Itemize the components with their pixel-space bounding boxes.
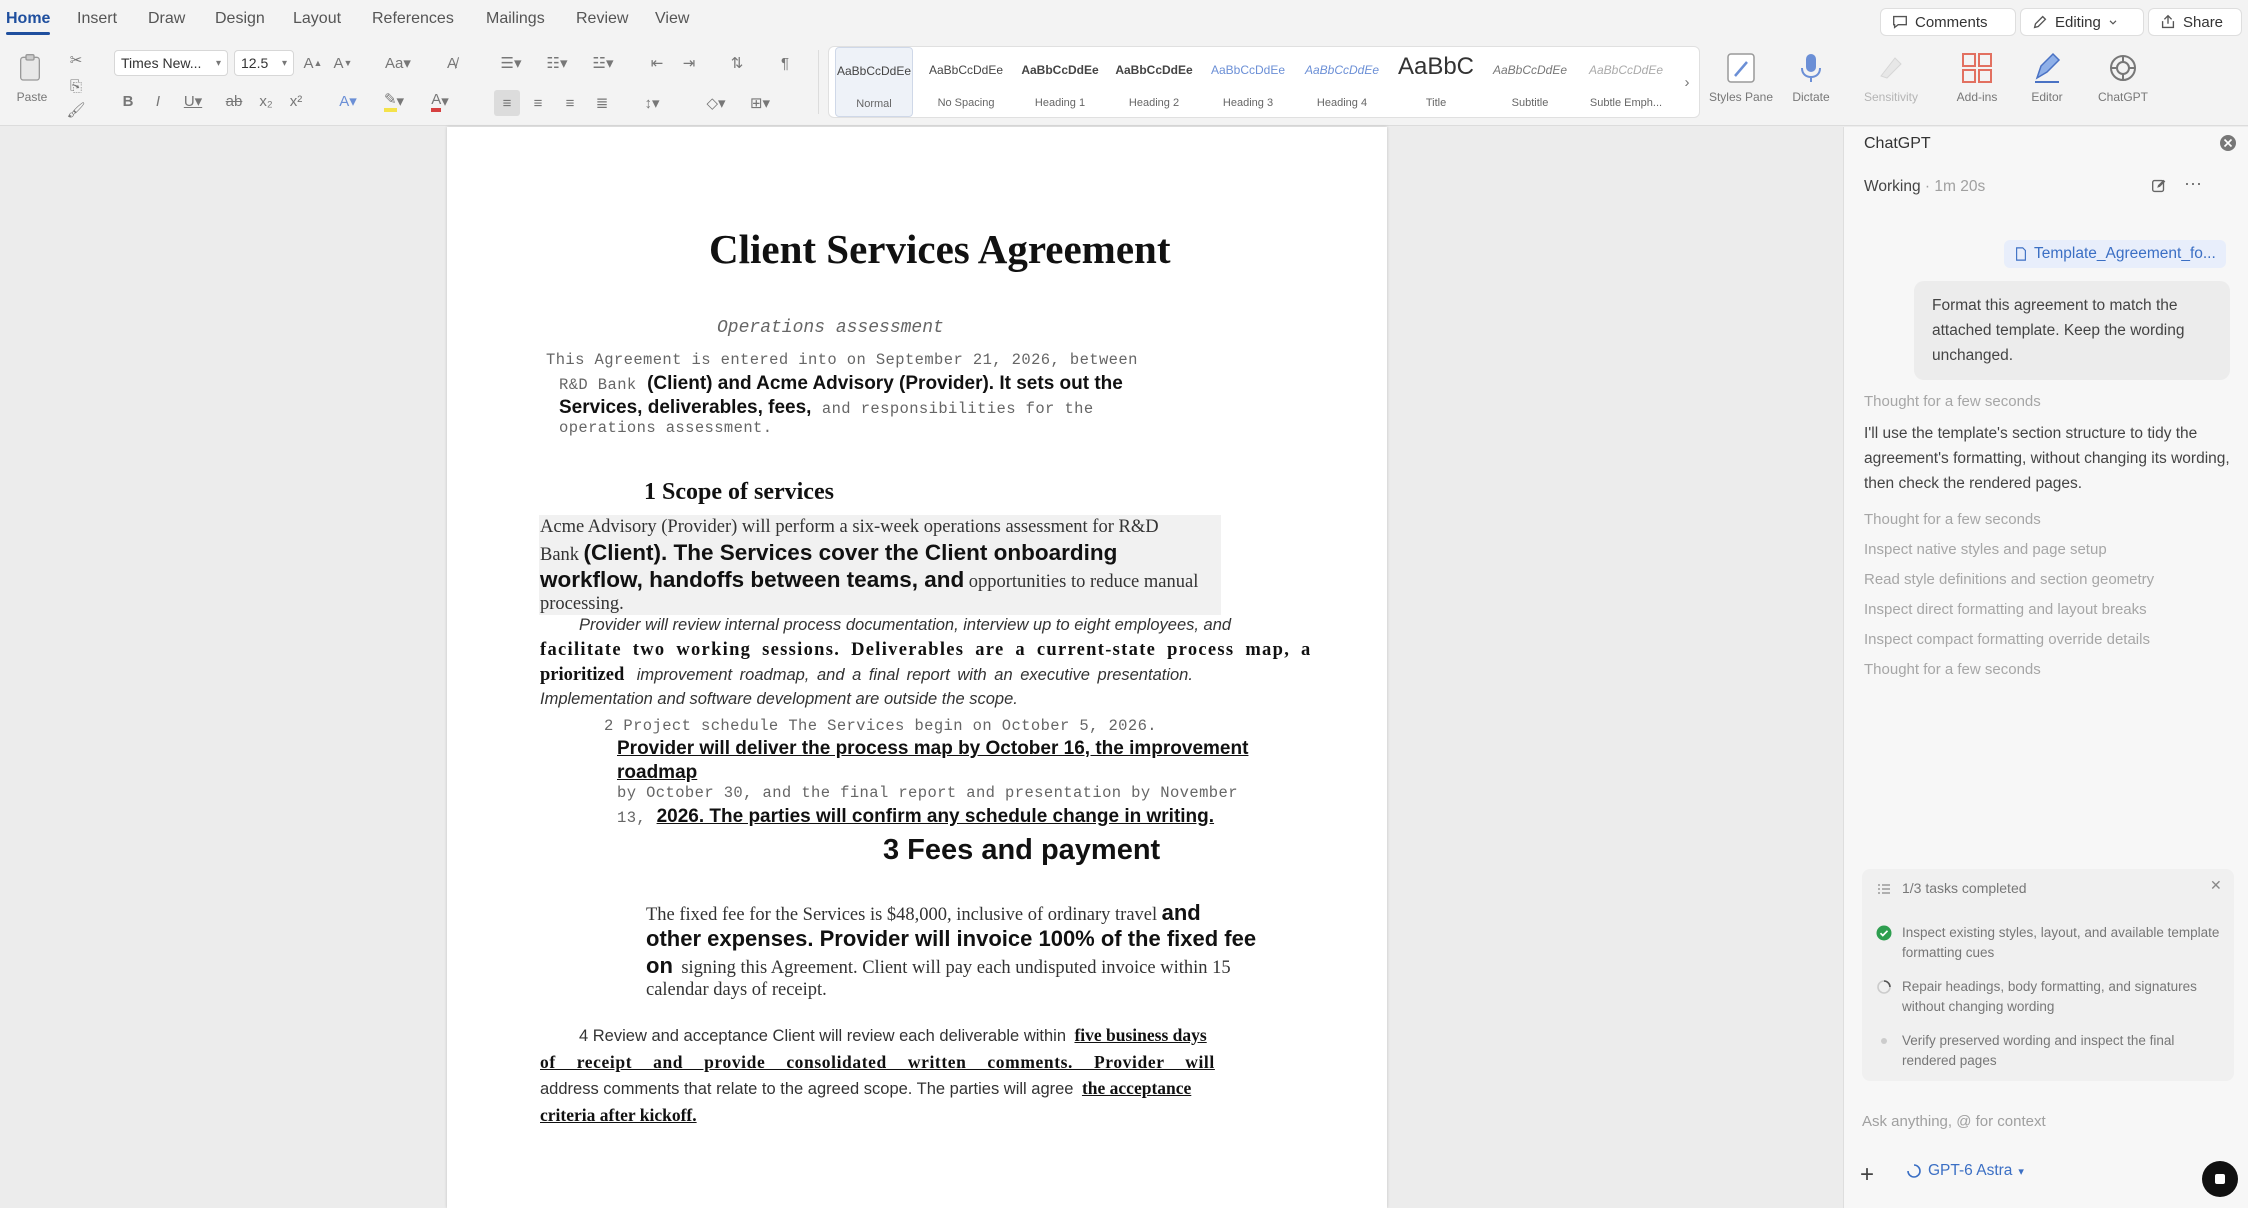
- section-1-heading: 1 Scope of services: [644, 479, 834, 505]
- section-2-line-4: by October 30, and the final report and presentation by November: [617, 784, 1238, 802]
- style-name: Heading 1: [1034, 97, 1086, 109]
- tab-design[interactable]: Design: [215, 10, 265, 27]
- section-3-line-1: [646, 900, 1201, 926]
- check-circle-icon: [1876, 925, 1892, 941]
- stop-generation-button[interactable]: [2202, 1161, 2238, 1197]
- collapse-tasks-icon[interactable]: ✕: [2210, 877, 2222, 893]
- user-message: Format this agreement to match the attached template. Keep the wording unchanged.: [1914, 281, 2230, 380]
- bold-icon[interactable]: B: [122, 92, 134, 110]
- ribbon-divider: [818, 50, 819, 114]
- paste-button[interactable]: [10, 46, 50, 90]
- document-icon: [2014, 247, 2028, 261]
- home-ribbon: [0, 40, 2248, 126]
- attachment-chip[interactable]: [2004, 240, 2226, 268]
- pending-dot-icon: [1876, 1033, 1892, 1049]
- editing-label: Editing: [2055, 13, 2101, 31]
- font-size-value: 12.5: [241, 55, 269, 71]
- align-center-icon[interactable]: ≡: [533, 94, 543, 112]
- text-run: opportunities to reduce manual: [968, 572, 1199, 592]
- model-name: GPT-6 Astra: [1928, 1162, 2013, 1179]
- style-normal[interactable]: [835, 47, 913, 117]
- style-sample: AaBbCcDdEe: [928, 63, 1004, 77]
- comments-label: Comments: [1915, 13, 1988, 31]
- step-item[interactable]: Thought for a few seconds: [1864, 661, 2041, 678]
- intro-line-3: [559, 397, 1094, 419]
- style-sample: AaBbCcDdEe: [1588, 63, 1664, 77]
- shading-icon[interactable]: ◇▾: [706, 95, 726, 112]
- editor-icon: [2029, 50, 2065, 86]
- section-1-p1-line-4: processing.: [540, 594, 624, 614]
- format-painter-icon[interactable]: 🖌: [66, 102, 86, 119]
- document-canvas: [0, 127, 1843, 1208]
- style-name: Heading 2: [1128, 97, 1180, 109]
- text-run: 2026. The parties will confirm any schedule change in writing.: [656, 806, 1215, 827]
- chatgpt-ribbon-label: ChatGPT: [2097, 90, 2148, 104]
- text-run: (Client). The Services cover the Client onboarding: [583, 540, 1118, 565]
- section-4-line-1: [579, 1025, 1207, 1046]
- section-3-line-2: other expenses. Provider will invoice 100% of the fixed fee: [646, 926, 1257, 951]
- text-run: Bank: [540, 545, 580, 565]
- text-run: 13,: [617, 809, 647, 827]
- step-item[interactable]: Inspect native styles and page setup: [1864, 541, 2107, 558]
- pencil-icon: [2031, 13, 2049, 31]
- section-1-p1-line-3: [540, 567, 1198, 593]
- style-title[interactable]: [1393, 47, 1479, 117]
- add-ins-icon: [1959, 50, 1995, 86]
- document-title: Client Services Agreement: [709, 226, 1171, 272]
- style-sample: AaBbCcDdEe: [1115, 63, 1193, 77]
- style-name: Heading 3: [1222, 97, 1274, 109]
- grow-font-icon[interactable]: A ▲: [303, 54, 323, 72]
- style-sample: AaBbCcDdEe: [836, 64, 912, 78]
- sort-icon[interactable]: ⇅: [730, 55, 744, 72]
- section-2-line-1: 2 Project schedule The Services begin on October 5, 2026.: [604, 717, 1157, 735]
- numbering-icon[interactable]: ☷▾: [546, 55, 568, 72]
- change-case-icon[interactable]: Aa▾: [385, 55, 411, 72]
- assistant-message: I'll use the template's section structure to tidy the agreement's formatting, without changing its wording, then check the rendered pages.: [1864, 425, 2230, 492]
- dictate-button[interactable]: [1774, 46, 1848, 122]
- section-1-p1-line-2: [540, 540, 1117, 566]
- text-run: The fixed fee for the Services is $48,000, inclusive of ordinary travel: [646, 905, 1158, 925]
- text-run: prioritized: [540, 665, 625, 685]
- style-name: Subtitle: [1511, 97, 1549, 109]
- step-item[interactable]: Inspect compact formatting override details: [1864, 631, 2150, 648]
- editor-button[interactable]: [2010, 46, 2084, 122]
- add-ins-button[interactable]: [1940, 46, 2014, 122]
- styles-pane-icon: [1723, 50, 1759, 86]
- status-text: Working: [1864, 178, 1921, 195]
- attachment-name: Template_Agreement_fo...: [2034, 245, 2216, 262]
- intro-mono-text: and responsibilities for the: [821, 400, 1094, 418]
- justify-icon[interactable]: ≣: [595, 95, 609, 112]
- section-3-line-4: calendar days of receipt.: [646, 980, 827, 1000]
- sensitivity-icon: [1873, 50, 1909, 86]
- chevron-down-icon: [2107, 16, 2119, 28]
- add-attachment-button[interactable]: +: [1860, 1161, 1875, 1188]
- tab-home[interactable]: Home: [6, 10, 51, 27]
- chatgpt-ribbon-button[interactable]: [2086, 46, 2160, 122]
- align-right-icon[interactable]: ≡: [565, 94, 575, 112]
- sensitivity-label: Sensitivity: [1863, 90, 1919, 104]
- tab-layout[interactable]: Layout: [293, 10, 342, 27]
- text-run: the acceptance: [1081, 1078, 1192, 1098]
- style-heading-3[interactable]: [1205, 47, 1291, 117]
- line-spacing-icon[interactable]: ↕▾: [644, 95, 660, 112]
- editor-label: Editor: [2031, 90, 2063, 104]
- comment-icon: [1891, 13, 1909, 31]
- borders-icon[interactable]: ⊞▾: [749, 95, 771, 112]
- section-2-line-2: Provider will deliver the process map by October 16, the improvement: [617, 738, 1249, 759]
- decrease-indent-icon[interactable]: ⇤: [650, 55, 664, 72]
- step-item[interactable]: Thought for a few seconds: [1864, 511, 2041, 528]
- text-run: five business days: [1074, 1025, 1207, 1045]
- style-name: Heading 4: [1316, 97, 1368, 109]
- bullets-icon[interactable]: ☰▾: [500, 55, 522, 72]
- align-left-icon[interactable]: ≡: [494, 90, 520, 116]
- tab-references[interactable]: References: [372, 10, 454, 27]
- share-button[interactable]: [2148, 8, 2242, 36]
- thought-indicator[interactable]: Thought for a few seconds: [1864, 393, 2041, 410]
- intro-line-2: [559, 373, 1123, 395]
- shrink-font-icon[interactable]: A ▼: [333, 54, 353, 72]
- clipboard-icon: [14, 52, 46, 84]
- section-1-p2-line-4: Implementation and software development are outside the scope.: [540, 690, 1018, 708]
- strikethrough-icon[interactable]: ab: [225, 92, 243, 110]
- style-subtle-emphasis[interactable]: [1581, 47, 1671, 117]
- show-formatting-icon[interactable]: ¶: [780, 54, 790, 72]
- copy-icon[interactable]: ⎘: [69, 77, 82, 95]
- task-item: Repair headings, body formatting, and signatures without changing wording: [1902, 979, 2197, 1014]
- style-heading-2[interactable]: [1111, 47, 1197, 117]
- style-name: Title: [1425, 97, 1447, 109]
- section-4-line-2: of receipt and provide consolidated written comments. Provider will: [540, 1052, 1215, 1072]
- section-1-p2-line-2: facilitate two working sessions. Deliverables are a current-state process map, a: [540, 640, 1312, 660]
- section-1-p1-line-1: Acme Advisory (Provider) will perform a six-week operations assessment for R&D: [540, 517, 1159, 537]
- close-panel-button[interactable]: [2218, 133, 2238, 153]
- elapsed-time: 1m 20s: [1934, 178, 1986, 195]
- style-sample: AaBbCcDdEe: [1304, 63, 1380, 77]
- chat-panel-title: ChatGPT: [1864, 135, 1931, 152]
- share-icon: [2159, 13, 2177, 31]
- paste-label: Paste: [16, 90, 48, 104]
- text-run: workflow, handoffs between teams, and: [540, 567, 965, 592]
- section-4-line-4: criteria after kickoff.: [540, 1105, 697, 1125]
- font-color-icon[interactable]: A ▾: [431, 90, 449, 110]
- subscript-icon[interactable]: x₂: [259, 92, 273, 110]
- step-item[interactable]: Read style definitions and section geometry: [1864, 571, 2155, 588]
- intro-line-1: This Agreement is entered into on September 21, 2026, between: [546, 351, 1138, 369]
- compose-icon: [2150, 177, 2168, 195]
- style-heading-4[interactable]: [1299, 47, 1385, 117]
- intro-bold-text: Services, deliverables, fees,: [559, 397, 812, 418]
- task-list-card: [1862, 869, 2234, 1081]
- font-name-select[interactable]: Times New... ▾: [114, 50, 228, 76]
- italic-icon[interactable]: I: [155, 92, 161, 110]
- style-sample: AaBbCcDdEe: [1492, 63, 1568, 77]
- dictate-label: Dictate: [1792, 90, 1830, 104]
- chatgpt-panel: [1843, 127, 2248, 1208]
- font-name-value: Times New...: [121, 55, 202, 71]
- tab-review[interactable]: Review: [576, 10, 629, 27]
- style-sample: AaBbCcDdEe: [1021, 63, 1099, 77]
- increase-indent-icon[interactable]: ⇥: [682, 55, 696, 72]
- styles-gallery: [828, 46, 1700, 118]
- text-run: 4 Review and acceptance Client will review each deliverable within: [579, 1027, 1066, 1045]
- text-run: and: [1161, 900, 1201, 925]
- style-heading-1[interactable]: [1017, 47, 1103, 117]
- text-run: signing this Agreement. Client will pay each undisputed invoice within 15: [681, 958, 1231, 978]
- multilevel-list-icon[interactable]: ☳▾: [592, 55, 614, 72]
- intro-client-name: R&D Bank: [559, 376, 637, 394]
- section-4-line-3: [540, 1078, 1191, 1099]
- model-selector[interactable]: GPT-6 Astra ▾: [1906, 1162, 2024, 1180]
- cut-icon[interactable]: ✂: [69, 52, 83, 69]
- tab-draw[interactable]: Draw: [148, 10, 186, 27]
- text-run: address comments that relate to the agreed scope. The parties will agree: [540, 1080, 1074, 1098]
- style-no-spacing[interactable]: [923, 47, 1009, 117]
- working-status: Working · 1m 20s: [1864, 178, 1986, 195]
- clear-formatting-icon[interactable]: A̸: [446, 54, 457, 72]
- style-name: Normal: [856, 98, 892, 110]
- section-2-line-5: [617, 806, 1214, 828]
- sensitivity-button[interactable]: [1854, 46, 1928, 122]
- spinner-icon: [1876, 979, 1892, 995]
- section-3-line-3: [646, 953, 1231, 979]
- styles-pane-label: Styles Pane: [1708, 90, 1774, 104]
- intro-line-4: operations assessment.: [559, 419, 773, 437]
- close-icon: [2218, 133, 2238, 153]
- styles-pane-button[interactable]: [1704, 46, 1778, 122]
- tab-view[interactable]: View: [655, 10, 690, 27]
- section-3-heading: 3 Fees and payment: [883, 834, 1161, 866]
- section-2-line-3: roadmap: [617, 762, 698, 783]
- style-sample: AaBbCcDdEe: [1210, 63, 1286, 77]
- style-sample: AaBbC: [1397, 53, 1475, 80]
- step-item[interactable]: Inspect direct formatting and layout breaks: [1864, 601, 2147, 618]
- gallery-more-icon[interactable]: ›: [1684, 73, 1690, 91]
- font-size-select[interactable]: 12.5 ▾: [234, 50, 294, 76]
- style-subtitle[interactable]: [1487, 47, 1573, 117]
- checklist-icon: [1876, 881, 1892, 897]
- document-page[interactable]: [447, 127, 1387, 1208]
- text-run: improvement roadmap, and a final report with an executive presentation.: [636, 666, 1193, 684]
- style-name: No Spacing: [937, 97, 995, 109]
- text-effects-icon[interactable]: A▾: [339, 93, 357, 110]
- tasks-progress: 1/3 tasks completed: [1902, 880, 2027, 896]
- section-1-p2-line-3: [540, 665, 1193, 686]
- new-chat-button[interactable]: [2150, 177, 2170, 197]
- ribbon-tab-bar: [0, 0, 2248, 40]
- share-label: Share: [2183, 13, 2224, 31]
- chat-input[interactable]: Ask anything, @ for context: [1862, 1113, 2046, 1130]
- style-name: Subtle Emph...: [1589, 97, 1663, 109]
- add-ins-label: Add-ins: [1956, 90, 1998, 104]
- editing-mode-button[interactable]: [2020, 8, 2144, 36]
- underline-icon[interactable]: U▾: [183, 93, 203, 110]
- microphone-icon: [1793, 50, 1829, 86]
- document-subtitle: Operations assessment: [717, 318, 944, 338]
- highlight-icon[interactable]: ✎ ▾: [383, 91, 405, 110]
- more-options-icon[interactable]: ···: [2184, 173, 2202, 193]
- tab-insert[interactable]: Insert: [77, 10, 118, 27]
- task-item: Inspect existing styles, layout, and available template formatting cues: [1902, 925, 2220, 960]
- task-item: Verify preserved wording and inspect the final rendered pages: [1902, 1033, 2175, 1068]
- comments-button[interactable]: [1880, 8, 2016, 36]
- intro-bold-text: (Client) and Acme Advisory (Provider). It sets out the: [647, 373, 1123, 394]
- chatgpt-logo-icon: [2105, 50, 2141, 86]
- stop-icon: [2214, 1173, 2226, 1185]
- tab-mailings[interactable]: Mailings: [486, 10, 545, 27]
- section-1-p2-line-1: Provider will review internal process documentation, interview up to eight employees, and: [579, 616, 1232, 634]
- model-icon: [1906, 1163, 1922, 1179]
- superscript-icon[interactable]: x²: [289, 92, 303, 110]
- text-run: on: [646, 953, 673, 978]
